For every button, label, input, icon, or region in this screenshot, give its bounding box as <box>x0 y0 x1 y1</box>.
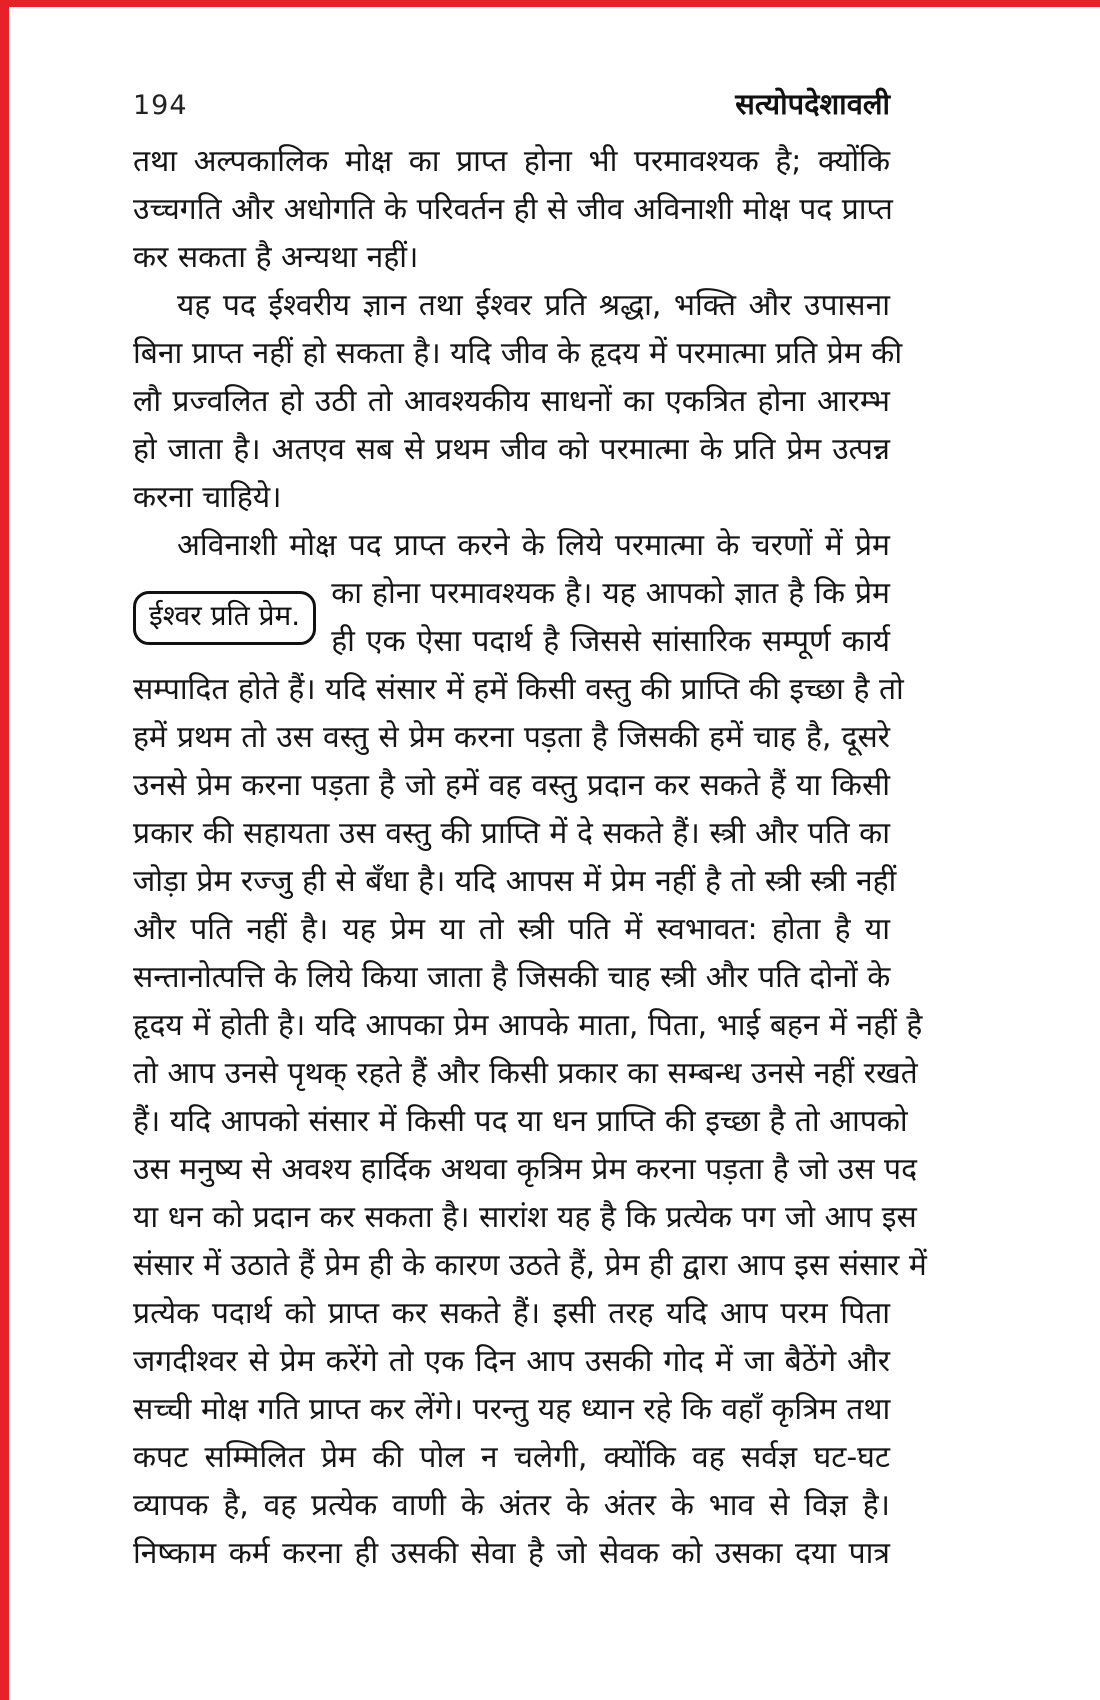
text-line: जगदीश्वर से प्रेम करेंगे तो एक दिन आप उसकी गोद में जा बैठेंगे और <box>133 1344 890 1379</box>
scan-edge-top <box>0 0 1100 7</box>
text-line: उनसे प्रेम करना पड़ता है जो हमें वह वस्तु प्रदान कर सकते हैं या किसी <box>133 768 890 803</box>
text-line: हृदय में होती है। यदि आपका प्रेम आपके माता, पिता, भाई बहन में नहीं है <box>133 1008 923 1043</box>
body-text <box>133 138 927 1578</box>
page-number: 194 <box>133 90 188 121</box>
callout-side-text <box>331 570 890 666</box>
text-line: उच्चगति और अधोगति के परिवर्तन ही से जीव अविनाशी मोक्ष पद प्राप्त <box>133 192 893 227</box>
text-line: सच्ची मोक्ष गति प्राप्त कर लेंगे। परन्तु यह ध्यान रहे कि वहाँ कृत्रिम तथा <box>133 1392 891 1427</box>
text-line: ही एक ऐसा पदार्थ है जिससे सांसारिक सम्पूर्ण कार्य <box>331 624 890 659</box>
text-line: तथा अल्पकालिक मोक्ष का प्राप्त होना भी परमावश्यक है; क्योंकि <box>133 144 890 179</box>
page-content <box>133 84 927 1578</box>
callout-box: ईश्वर प्रति प्रेम. <box>133 591 316 645</box>
text-line: हैं। यदि आपको संसार में किसी पद या धन प्राप्ति की इच्छा है तो आपको <box>133 1104 908 1139</box>
text-line: और पति नहीं है। यह प्रेम या तो स्त्री पति में स्वभावत: होता है या <box>133 912 890 947</box>
text-line: निष्काम कर्म करना ही उसकी सेवा है जो सेवक को उसका दया पात्र <box>133 1536 890 1571</box>
text-line: यह पद ईश्वरीय ज्ञान तथा ईश्वर प्रति श्रद्धा, भक्ति और उपासना <box>177 288 890 323</box>
text-line: सम्पादित होते हैं। यदि संसार में हमें किसी वस्तु की प्राप्ति की इच्छा है तो <box>133 672 904 707</box>
text-line: या धन को प्रदान कर सकता है। सारांश यह है कि प्रत्येक पग जो आप इस <box>133 1200 917 1235</box>
book-title: सत्योपदेशावली <box>735 87 890 121</box>
text-line: का होना परमावश्यक है। यह आपको ज्ञात है कि प्रेम <box>331 576 890 611</box>
text-line: हमें प्रथम तो उस वस्तु से प्रेम करना पड़ता है जिसकी हमें चाह है, दूसरे <box>133 720 890 755</box>
text-line: प्रत्येक पदार्थ को प्राप्त कर सकते हैं। इसी तरह यदि आप परम पिता <box>133 1296 890 1331</box>
text-line: तो आप उनसे पृथक् रहते हैं और किसी प्रकार का सम्बन्ध उनसे नहीं रखते <box>133 1056 918 1091</box>
text-line: जोड़ा प्रेम रज्जु ही से बँधा है। यदि आपस में प्रेम नहीं है तो स्त्री स्त्री नहीं <box>133 864 897 899</box>
text-line: बिना प्राप्त नहीं हो सकता है। यदि जीव के हृदय में परमात्मा प्रति प्रेम की <box>133 336 903 371</box>
text-line: संसार में उठाते हैं प्रेम ही के कारण उठते हैं, प्रेम ही द्वारा आप इस संसार में <box>133 1248 927 1283</box>
text-line: व्यापक है, वह प्रत्येक वाणी के अंतर के अंतर के भाव से विज्ञ है। <box>133 1488 890 1523</box>
scan-edge-left <box>0 0 9 1700</box>
text-line: करना चाहिये। <box>133 480 282 515</box>
text-line: अविनाशी मोक्ष पद प्राप्त करने के लिये परमात्मा के चरणों में प्रेम <box>177 528 890 563</box>
text-line: हो जाता है। अतएव सब से प्रथम जीव को परमात्मा के प्रति प्रेम उत्पन्न <box>133 432 890 467</box>
text-line: कर सकता है अन्यथा नहीं। <box>133 240 419 275</box>
text-line: सन्तानोत्पत्ति के लिये किया जाता है जिसकी चाह स्त्री और पति दोनों के <box>133 960 891 995</box>
text-line: कपट सम्मिलित प्रेम की पोल न चलेगी, क्योंकि वह सर्वज्ञ घट-घट <box>133 1440 890 1475</box>
text-line: लौ प्रज्वलित हो उठी तो आवश्यकीय साधनों का एकत्रित होना आरम्भ <box>133 384 890 419</box>
running-header <box>133 84 890 124</box>
text-line: प्रकार की सहायता उस वस्तु की प्राप्ति में दे सकते हैं। स्त्री और पति का <box>133 816 890 851</box>
text-line: उस मनुष्य से अवश्य हार्दिक अथवा कृत्रिम प्रेम करना पड़ता है जो उस पद <box>133 1152 917 1187</box>
callout-row <box>133 570 890 666</box>
